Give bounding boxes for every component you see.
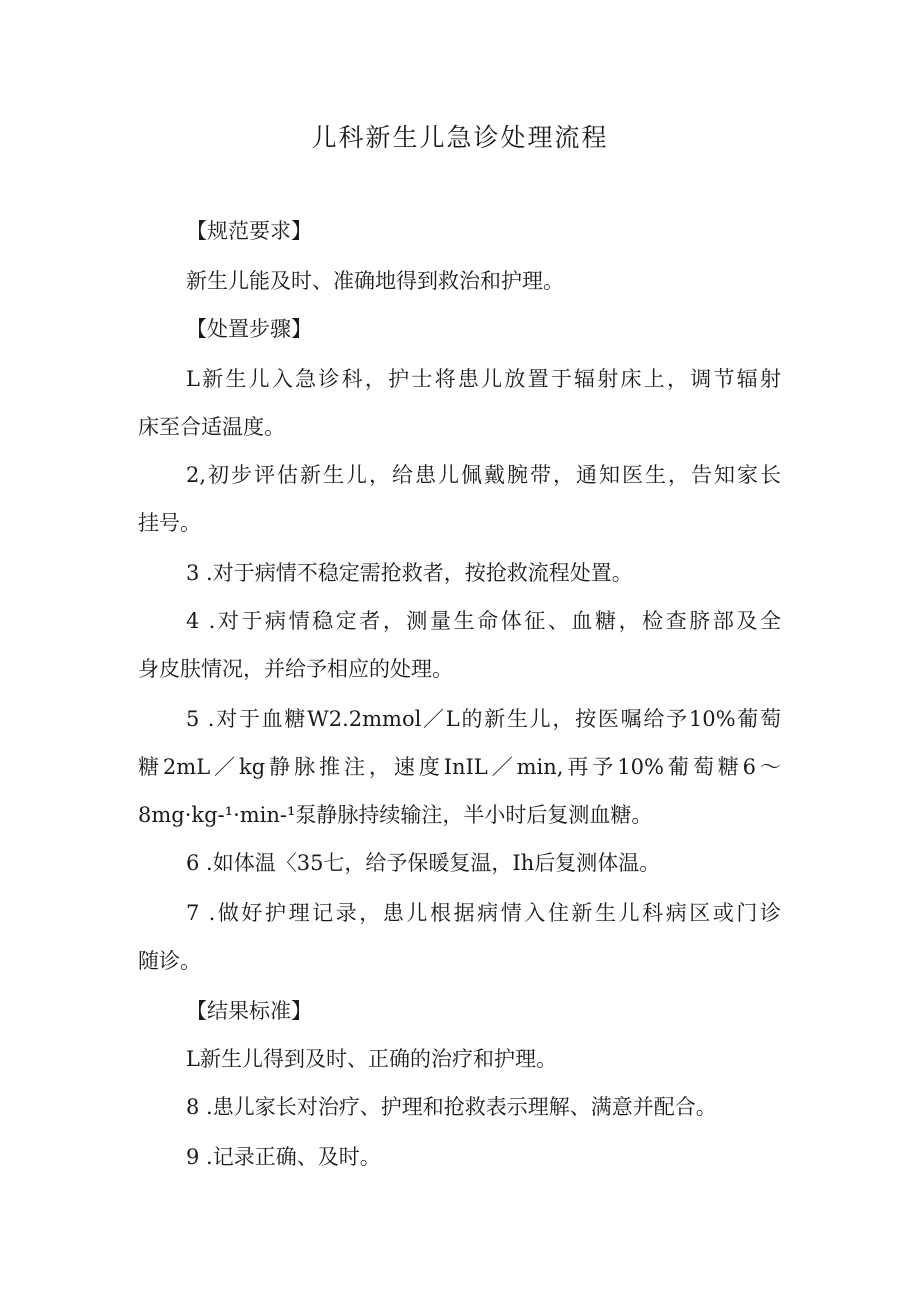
step-6: 6 .如体温〈35七，给予保暖复温，Ih后复测体温。 xyxy=(186,851,661,875)
step-5-line-3: 8mg·kg-¹·min-¹泵静脉持续输注，半小时后复测血糖。 xyxy=(138,803,653,827)
result-3: 9 .记录正确、及时。 xyxy=(186,1145,381,1169)
requirements-text: 新生儿能及时、准确地得到救治和护理。 xyxy=(186,269,564,293)
step-5-line-2: 糖2mL／kg静脉推注，速度InIL／min,再予10%葡萄糖6～ xyxy=(138,755,781,779)
results-heading: 【结果标准】 xyxy=(186,999,312,1023)
step-3: 3 .对于病情不稳定需抢救者，按抢救流程处置。 xyxy=(186,561,633,585)
step-1-line-2: 床至合适温度。 xyxy=(138,415,285,439)
step-5-line-1: 5 .对于血糖W2.2mmol／L的新生儿，按医嘱给予10%葡萄 xyxy=(186,707,781,731)
step-7-line-2: 随诊。 xyxy=(138,949,201,973)
page-title: 儿科新生儿急诊处理流程 xyxy=(311,123,609,152)
result-2: 8 .患儿家长对治疗、护理和抢救表示理解、满意并配合。 xyxy=(186,1095,717,1119)
step-4-line-2: 身皮肤情况，并给予相应的处理。 xyxy=(138,657,453,681)
step-4-line-1: 4 .对于病情稳定者，测量生命体征、血糖，检查脐部及全 xyxy=(186,609,781,633)
result-1: L新生儿得到及时、正确的治疗和护理。 xyxy=(186,1047,557,1071)
step-7-line-1: 7 .做好护理记录，患儿根据病情入住新生儿科病区或门诊 xyxy=(186,901,781,925)
step-2-line-1: 2,初步评估新生儿，给患儿佩戴腕带，通知医生，告知家长 xyxy=(186,463,781,487)
requirements-heading: 【规范要求】 xyxy=(186,219,312,243)
steps-heading: 【处置步骤】 xyxy=(186,317,312,341)
step-1-line-1: L新生儿入急诊科，护士将患儿放置于辐射床上，调节辐射 xyxy=(186,367,781,391)
step-2-line-2: 挂号。 xyxy=(138,511,201,535)
